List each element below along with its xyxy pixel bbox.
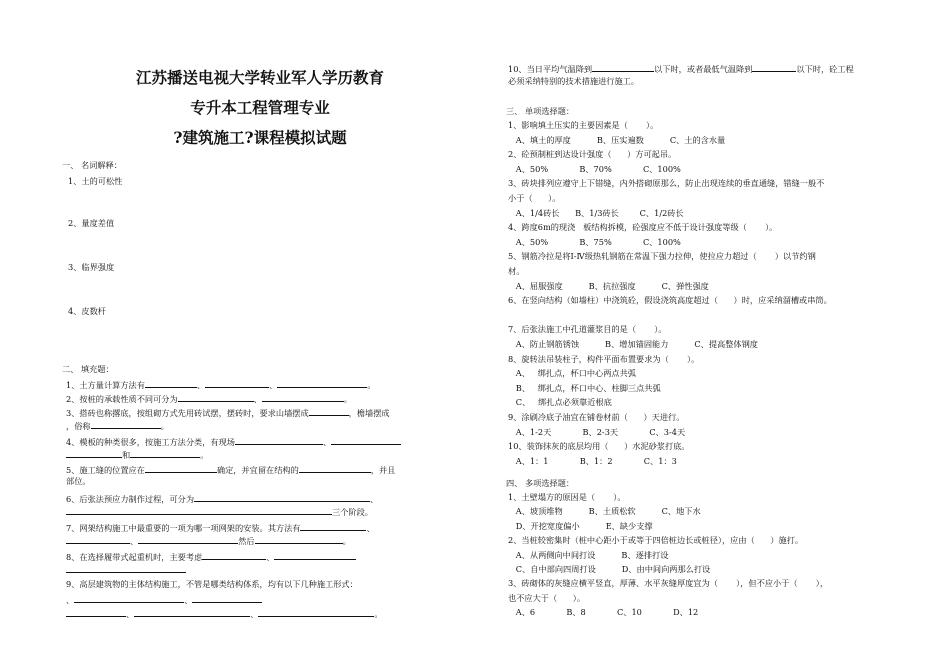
question-line: D、开挖宽度偏小 E、缺少支撑 [508, 520, 653, 531]
fill-question-3-cont: ，俗称 。 [66, 421, 169, 431]
definition-item: 2、量度差值 [68, 218, 115, 228]
question-line: A、1：1 B、1：2 C、1：3 [508, 455, 677, 466]
question-line: 5、钢筋冷拉是将Ⅰ-Ⅳ级热轧钢筋在常温下强力拉伸，使拉应力超过（ ）以节约钢 [508, 251, 816, 262]
fill-question-9: 9、高层建筑物的主体结构施工，不管是哪类结构体系，均有以下几种施工形式： [66, 579, 358, 589]
question-line: A、6 B、8 C、10 D、12 [508, 607, 699, 618]
question-line: 10、装饰抹灰的底层均用（ ）水泥砂浆打底。 [508, 441, 690, 452]
fill-question-6: 6、后张法预应力制作过程，可分为 、 [66, 494, 379, 504]
question-line: A、屈服强度 B、抗拉强度 C、弹性强度 [508, 280, 709, 291]
fill-question-6-cont: 三个阶段。 [66, 505, 373, 518]
document-subtitle: 专升本工程管理专业 [190, 98, 330, 117]
question-line: 8、旋转法吊装柱子，构件平面布置要求为（ ）。 [508, 353, 700, 364]
question-line: 1、影响填土压实的主要因素是（ ）。 [508, 120, 659, 130]
fill-question-10-cont: 必须采纳特别的技术措施进行施工。 [508, 76, 640, 86]
document-title: 江苏播送电视大学转业军人学历教育 [135, 68, 384, 87]
fill-question-1: 1、土方量计算方法有 、 、 。 [66, 380, 376, 390]
section-heading-fill: 二、 填充题： [62, 364, 114, 374]
question-line: A、1/4砖长 B、1/3砖长 C、1/2砖长 [508, 207, 684, 218]
definition-item: 4、皮数杆 [68, 306, 106, 316]
question-line: A、 绑扎点，杯口中心两点共弧 [508, 368, 636, 379]
question-line: C、 绑扎点必须靠近根底 [508, 397, 612, 408]
fill-question-9-cont2: 、 、 。 [66, 607, 383, 620]
question-line: 1、土壁塌方的原因是（ ）。 [508, 492, 626, 502]
fill-question-8-cont [66, 563, 186, 576]
question-line: A、1-2天 B、2-3天 C、3-4天 [508, 426, 686, 437]
question-line: C、自中部向四周打设 D、由中间向两那么打设 [508, 564, 711, 574]
question-line: 9、涂刷冷底子油宜在铺卷材前（ ）天进行。 [508, 412, 685, 422]
question-line: A、从两侧向中间打设 B、逐排打设 [508, 549, 669, 560]
question-line: 7、后张法施工中孔道灌浆目的是（ ）。 [508, 324, 667, 335]
question-line: 3、砖块排列应遵守上下错缝，内外搭砌原那么，防止出现连续的垂直通缝，错缝一般不 [508, 178, 825, 189]
question-line: A、填土的厚度 B、压实遍数 C、土的含水量 [508, 134, 726, 145]
question-line: A、防止钢筋锈蚀 B、增加锚固能力 C、提高整体钢度 [508, 339, 758, 349]
question-line: 也不应大于（ ）。 [508, 592, 586, 603]
question-line: 小于（ ）。 [508, 193, 561, 203]
exam-title: ?建筑施工?课程模拟试题 [173, 128, 347, 147]
fill-question-3: 3、搭砖也称撂底，按组砌方式先用砖试摆，摆砖时，要求山墙摆成 ，檐墙摆成 [66, 408, 390, 418]
question-line: A、50% B、70% C、100% [508, 163, 681, 174]
fill-question-4: 4、模板的种类很多，按施工方法分类，有现场 、 [66, 435, 401, 448]
fill-question-7: 7、网架结构施工中最重要的一项为哪一项网架的安装。其方法有 、 [66, 523, 375, 533]
fill-question-10: 10、当日平均气温降到 以下时，或者最低气温降到 以下时，砼工程 [508, 64, 854, 74]
definition-item: 3、临界强度 [68, 262, 115, 272]
fill-question-2: 2、按桩的承载性质不同可分为 、 。 [66, 394, 353, 404]
section-heading-definitions: 一、 名词解释： [62, 160, 122, 170]
fill-question-5-cont: 部位。 [66, 476, 91, 486]
question-line: 2、当桩较密集时（桩中心距小于或等于四倍桩边长或桩径），应由（ ）施打。 [508, 535, 804, 546]
question-line: B、 绑扎点，杯口中心、柱脚三点共弧 [508, 382, 661, 393]
fill-question-8: 8、在选择履带式起重机时，主要考虑 、 [66, 550, 356, 563]
fill-question-7-cont: 、 然后 。 [66, 534, 351, 547]
question-line: A、坡顶堆物 B、土质松软 C、地下水 [508, 506, 701, 517]
section-heading-multi-choice: 四、 多项选择题： [506, 478, 575, 488]
question-line: 6、在竖向结构（如墙柱）中浇筑砼，假设浇筑高度超过（ ）时，应采纳溜槽或串筒。 [508, 295, 832, 306]
definition-item: 1、土的可松性 [68, 176, 123, 186]
question-line: 材。 [508, 266, 525, 276]
fill-question-4-cont: 和 。 [66, 448, 208, 461]
fill-question-9-cont: 、 、 [66, 593, 262, 606]
question-line: 4、跨度6m的现浇 板结构拆模，砼强度应不低于设计强度等级（ ）。 [508, 222, 778, 233]
section-heading-single-choice: 三、 单项选择题： [506, 106, 575, 116]
question-line: 2、砼预制桩到达设计强度（ ）方可起吊。 [508, 149, 677, 160]
fill-question-5: 5、施工缝的位置应在 确定，并宜留在结构的 ，并且 [66, 465, 396, 475]
question-line: A、50% B、75% C、100% [508, 236, 681, 247]
question-line: 3、砖砌体的灰缝应横平竖直，厚薄、水平灰缝厚度宜为（ ），但不应小于（ ）， [508, 578, 829, 589]
